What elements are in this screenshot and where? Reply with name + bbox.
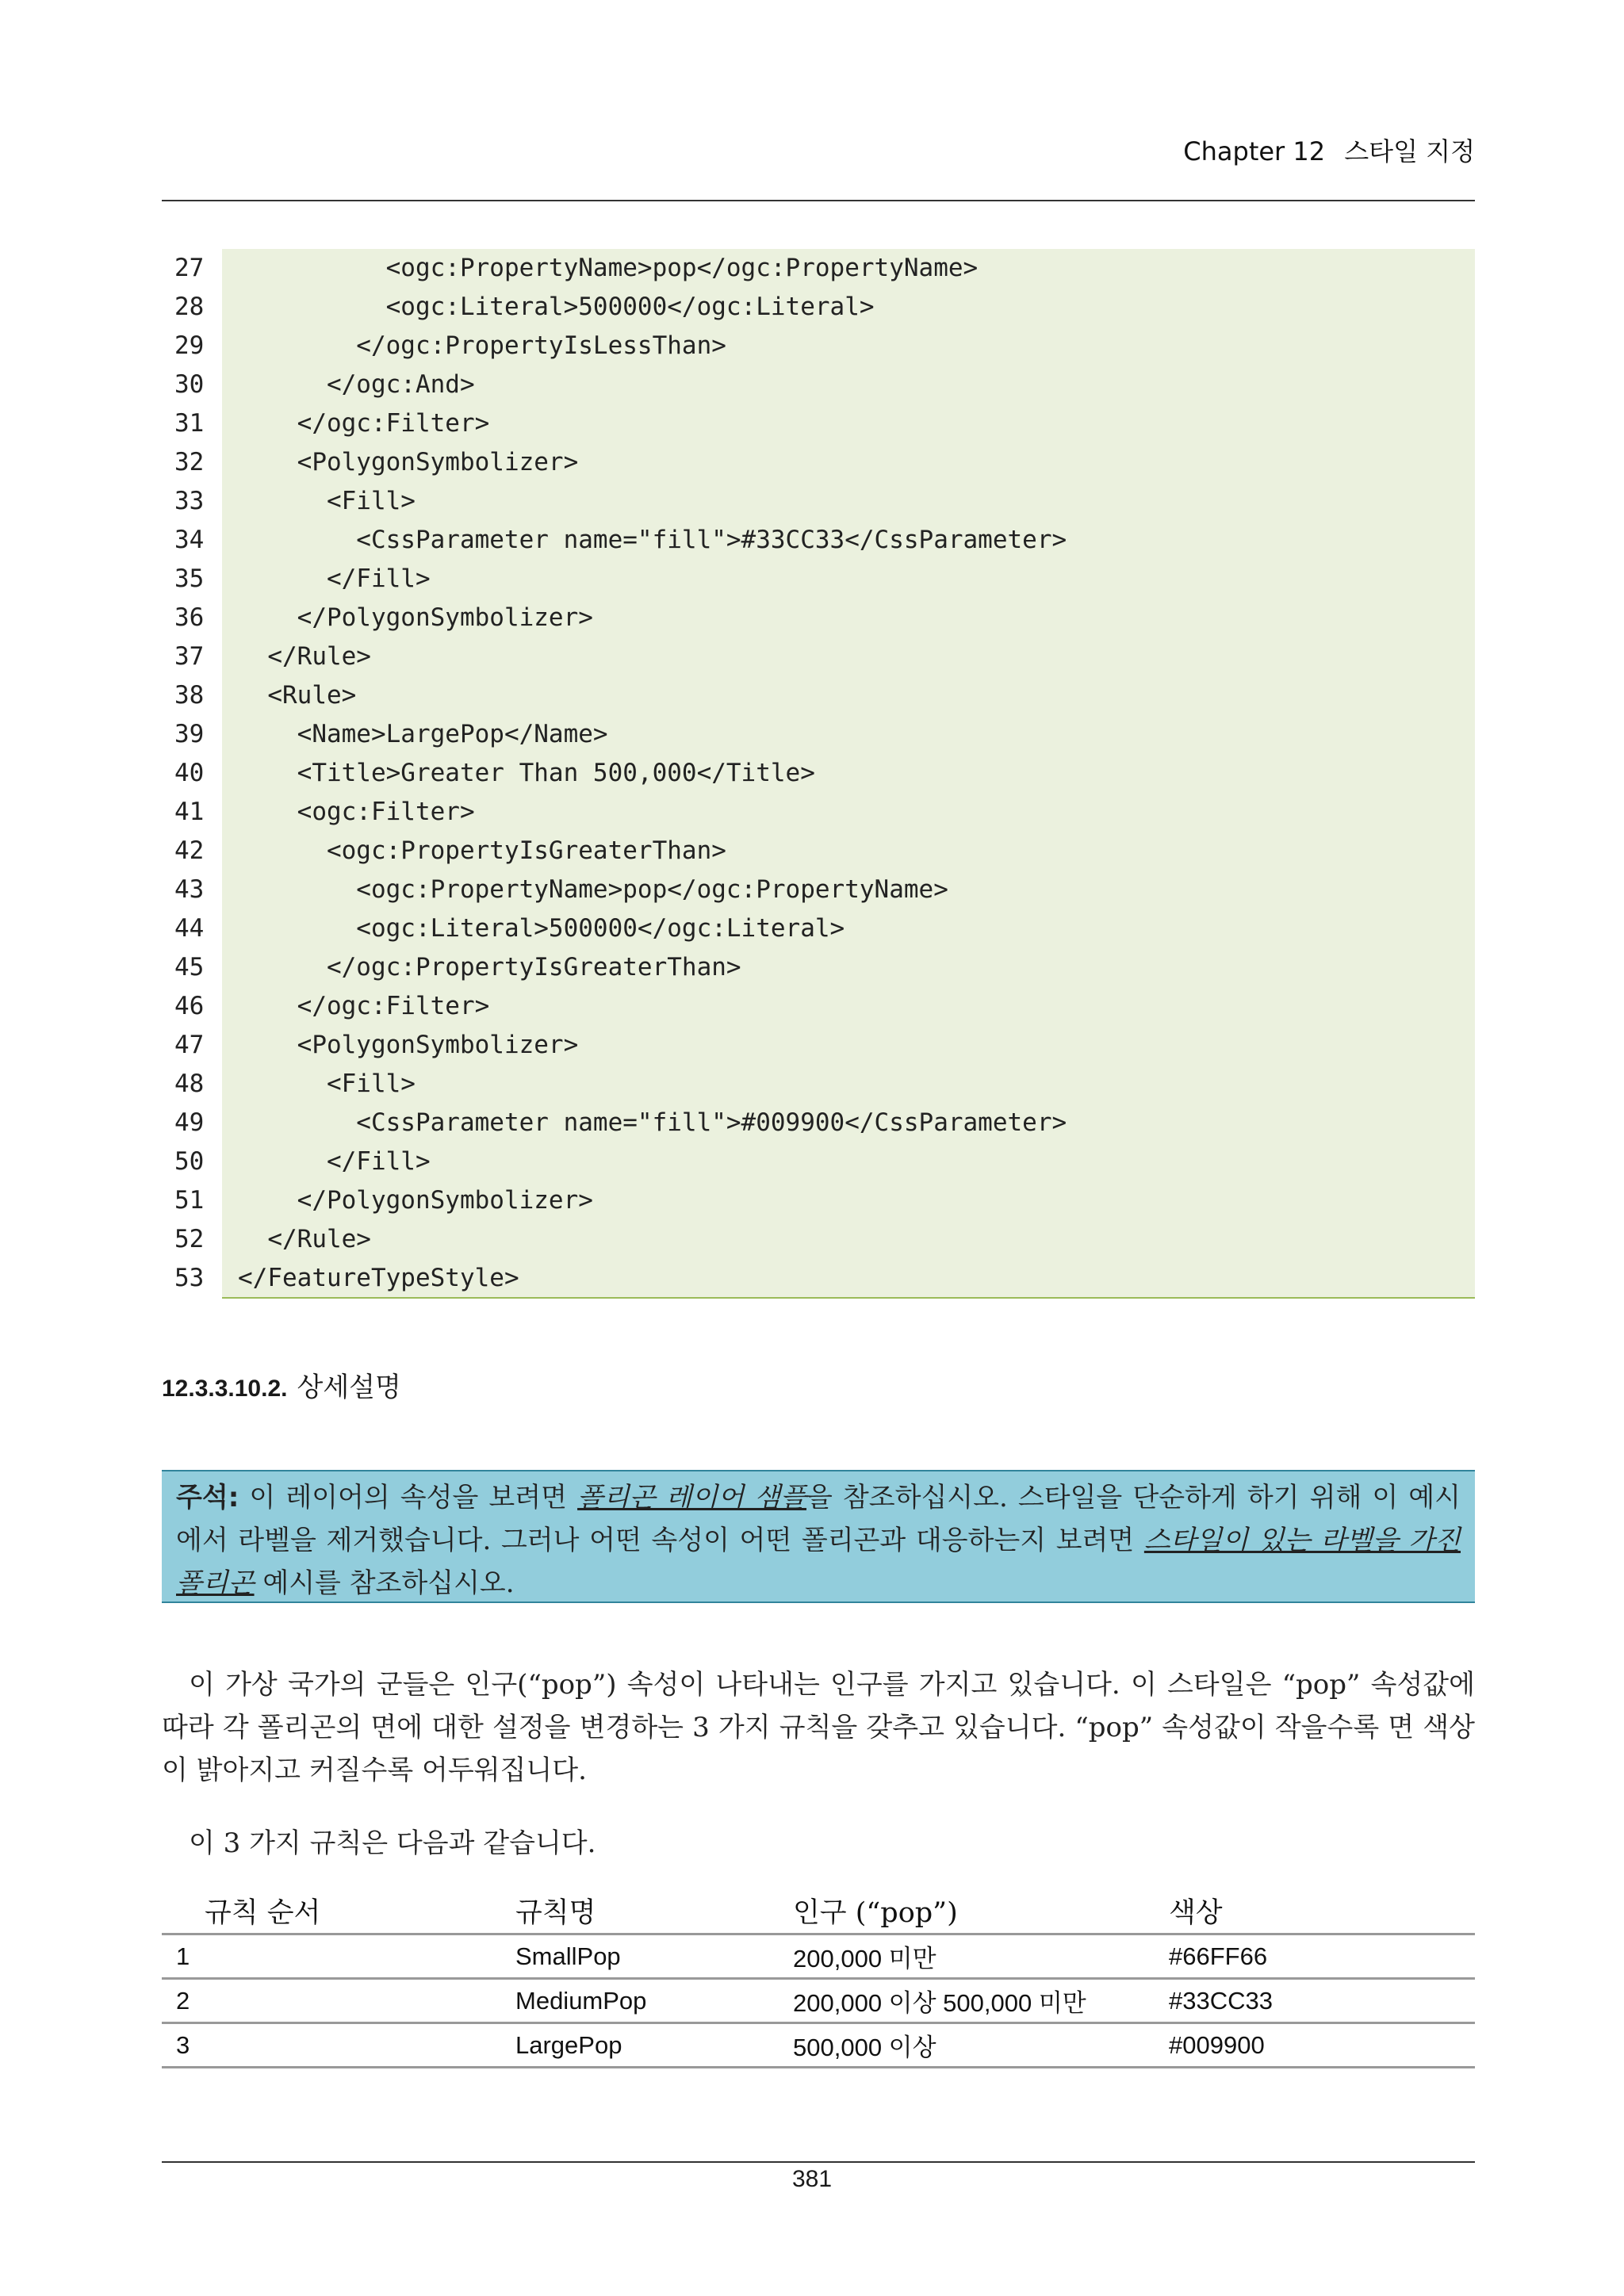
section-heading [162,1365,401,1404]
code-line-number: 51 [174,1186,205,1215]
code-line-text: </ogc:Filter> [238,409,490,438]
table-row [162,1934,1475,1979]
code-line-number: 35 [174,564,205,593]
code-line-number: 52 [174,1225,205,1253]
header-rule-order: 규칙 순서 [162,1888,515,1934]
note-text-1: 이 레이어의 속성을 보려면 [239,1482,578,1513]
code-line-text: </FeatureTypeStyle> [238,1264,519,1292]
code-line-text: </Fill> [238,564,431,593]
code-line-number: 47 [174,1031,205,1059]
code-line-number: 48 [174,1070,205,1098]
code-line-text: <ogc:Literal>500000</ogc:Literal> [238,293,875,321]
code-line-text: </Fill> [238,1147,431,1176]
code-line-text: </ogc:And> [238,370,475,399]
code-line-number: 27 [174,254,205,282]
table-row [162,1979,1475,2023]
section-number: 12.3.3.10.2. [162,1376,288,1402]
page-number: 381 [791,2166,833,2192]
code-line-number: 28 [174,293,205,321]
code-line-number: 40 [174,759,205,787]
code-line-text: <Fill> [238,1070,416,1098]
code-line-text: <CssParameter name="fill">#009900</CssParameter> [238,1108,1067,1137]
code-line-text: <ogc:PropertyName>pop</ogc:PropertyName> [238,875,948,904]
code-line-number: 31 [174,409,205,438]
code-line-text: </ogc:PropertyIsGreaterThan> [238,953,741,982]
code-line-number: 33 [174,487,205,515]
cell-rule-name: SmallPop [515,1934,793,1979]
code-line-text: <ogc:Literal>500000</ogc:Literal> [238,914,845,943]
note-label: 주석: [176,1482,239,1513]
paragraph-rules-intro [162,1822,1475,1865]
header-divider [162,200,1475,201]
cell-population: 200,000 이상 500,000 미만 [793,1979,1169,2023]
polygon-layer-sample-link[interactable]: 폴리곤 레이어 샘플 [577,1482,806,1513]
header-color: 색상 [1169,1888,1475,1934]
cell-rule-name: LargePop [515,2023,793,2068]
code-line-text: <ogc:PropertyIsGreaterThan> [238,836,726,865]
code-line-number: 49 [174,1108,205,1137]
code-line-number: 53 [174,1264,205,1292]
note-text-2: 을 참조하십시오. 스타일을 단순하게 하기 위해 이 예시에서 라벨을 제거했습니다. 그러나 어떤 속성이 어떤 폴리곤과 대응하는지 보려면 [176,1482,1461,1556]
cell-color: #33CC33 [1169,1979,1475,2023]
header-population: 인구 (“pop”) [793,1888,1169,1934]
cell-population: 500,000 이상 [793,2023,1169,2068]
note-box [162,1470,1475,1603]
code-line-number: 45 [174,953,205,982]
code-line-text: </ogc:PropertyIsLessThan> [238,331,726,360]
code-line-text: <PolygonSymbolizer> [238,1031,579,1059]
cell-order: 3 [162,2023,515,2068]
code-listing [162,249,1475,1297]
code-line-text: <ogc:PropertyName>pop</ogc:PropertyName> [238,254,979,282]
code-line-text: <ogc:Filter> [238,798,475,826]
code-line-number: 44 [174,914,205,943]
code-line-text: </Rule> [238,642,371,671]
code-line-text: <Name>LargePop</Name> [238,720,608,748]
code-line-text: </Rule> [238,1225,371,1253]
code-line-number: 32 [174,448,205,476]
rules-table [162,1888,1475,2068]
code-line-text: <Rule> [238,681,357,710]
header-rule-name: 규칙명 [515,1888,793,1934]
cell-order: 1 [162,1934,515,1979]
code-line-number: 30 [174,370,205,399]
code-line-text: <Fill> [238,487,416,515]
code-line-text: </ogc:Filter> [238,992,490,1020]
section-title: 상세설명 [297,1372,401,1403]
code-line-number: 43 [174,875,205,904]
labeled-polygon-style-link[interactable]: 스타일이 있는 라벨을 가진 폴리곤 [176,1525,1461,1599]
code-line-text: <PolygonSymbolizer> [238,448,579,476]
code-line-number: 42 [174,836,205,865]
code-line-number: 37 [174,642,205,671]
chapter-label: Chapter 12 [1183,136,1326,166]
code-line-number: 34 [174,526,205,554]
code-line-text: </PolygonSymbolizer> [238,603,593,632]
code-line-number: 29 [174,331,205,360]
code-line-number: 36 [174,603,205,632]
cell-color: #009900 [1169,2023,1475,2068]
code-line-number: 39 [174,720,205,748]
paragraph-description [162,1663,1475,1792]
code-line-text: <Title>Greater Than 500,000</Title> [238,759,815,787]
cell-order: 2 [162,1979,515,2023]
code-line-number: 38 [174,681,205,710]
code-line-text: <CssParameter name="fill">#33CC33</CssParameter> [238,526,1067,554]
note-text-3: 예시를 참조하십시오. [254,1567,515,1599]
code-line-number: 41 [174,798,205,826]
page-header [1183,132,1475,168]
footer-divider [162,2161,1475,2163]
chapter-title: 스타일 지정 [1344,136,1475,166]
paragraph-rules-intro-text: 이 3 가지 규칙은 다음과 같습니다. [189,1827,596,1859]
code-line-number: 50 [174,1147,205,1176]
cell-population: 200,000 미만 [793,1934,1169,1979]
table-header-row [162,1888,1475,1934]
code-line-number: 46 [174,992,205,1020]
cell-color: #66FF66 [1169,1934,1475,1979]
code-line-text: </PolygonSymbolizer> [238,1186,593,1215]
cell-rule-name: MediumPop [515,1979,793,2023]
paragraph-description-text: 이 가상 국가의 군들은 인구(“pop”) 속성이 나타내는 인구를 가지고 있습니다. 이 스타일은 “pop” 속성값에 따라 각 폴리곤의 면에 대한 설정을 변경하는 3 가지 규칙을 갖추고 있습니다. “pop” 속성값이 작을수록 면 색상이 밝아지고 커질수록 어두워집니다. [162,1669,1475,1786]
table-row [162,2023,1475,2068]
